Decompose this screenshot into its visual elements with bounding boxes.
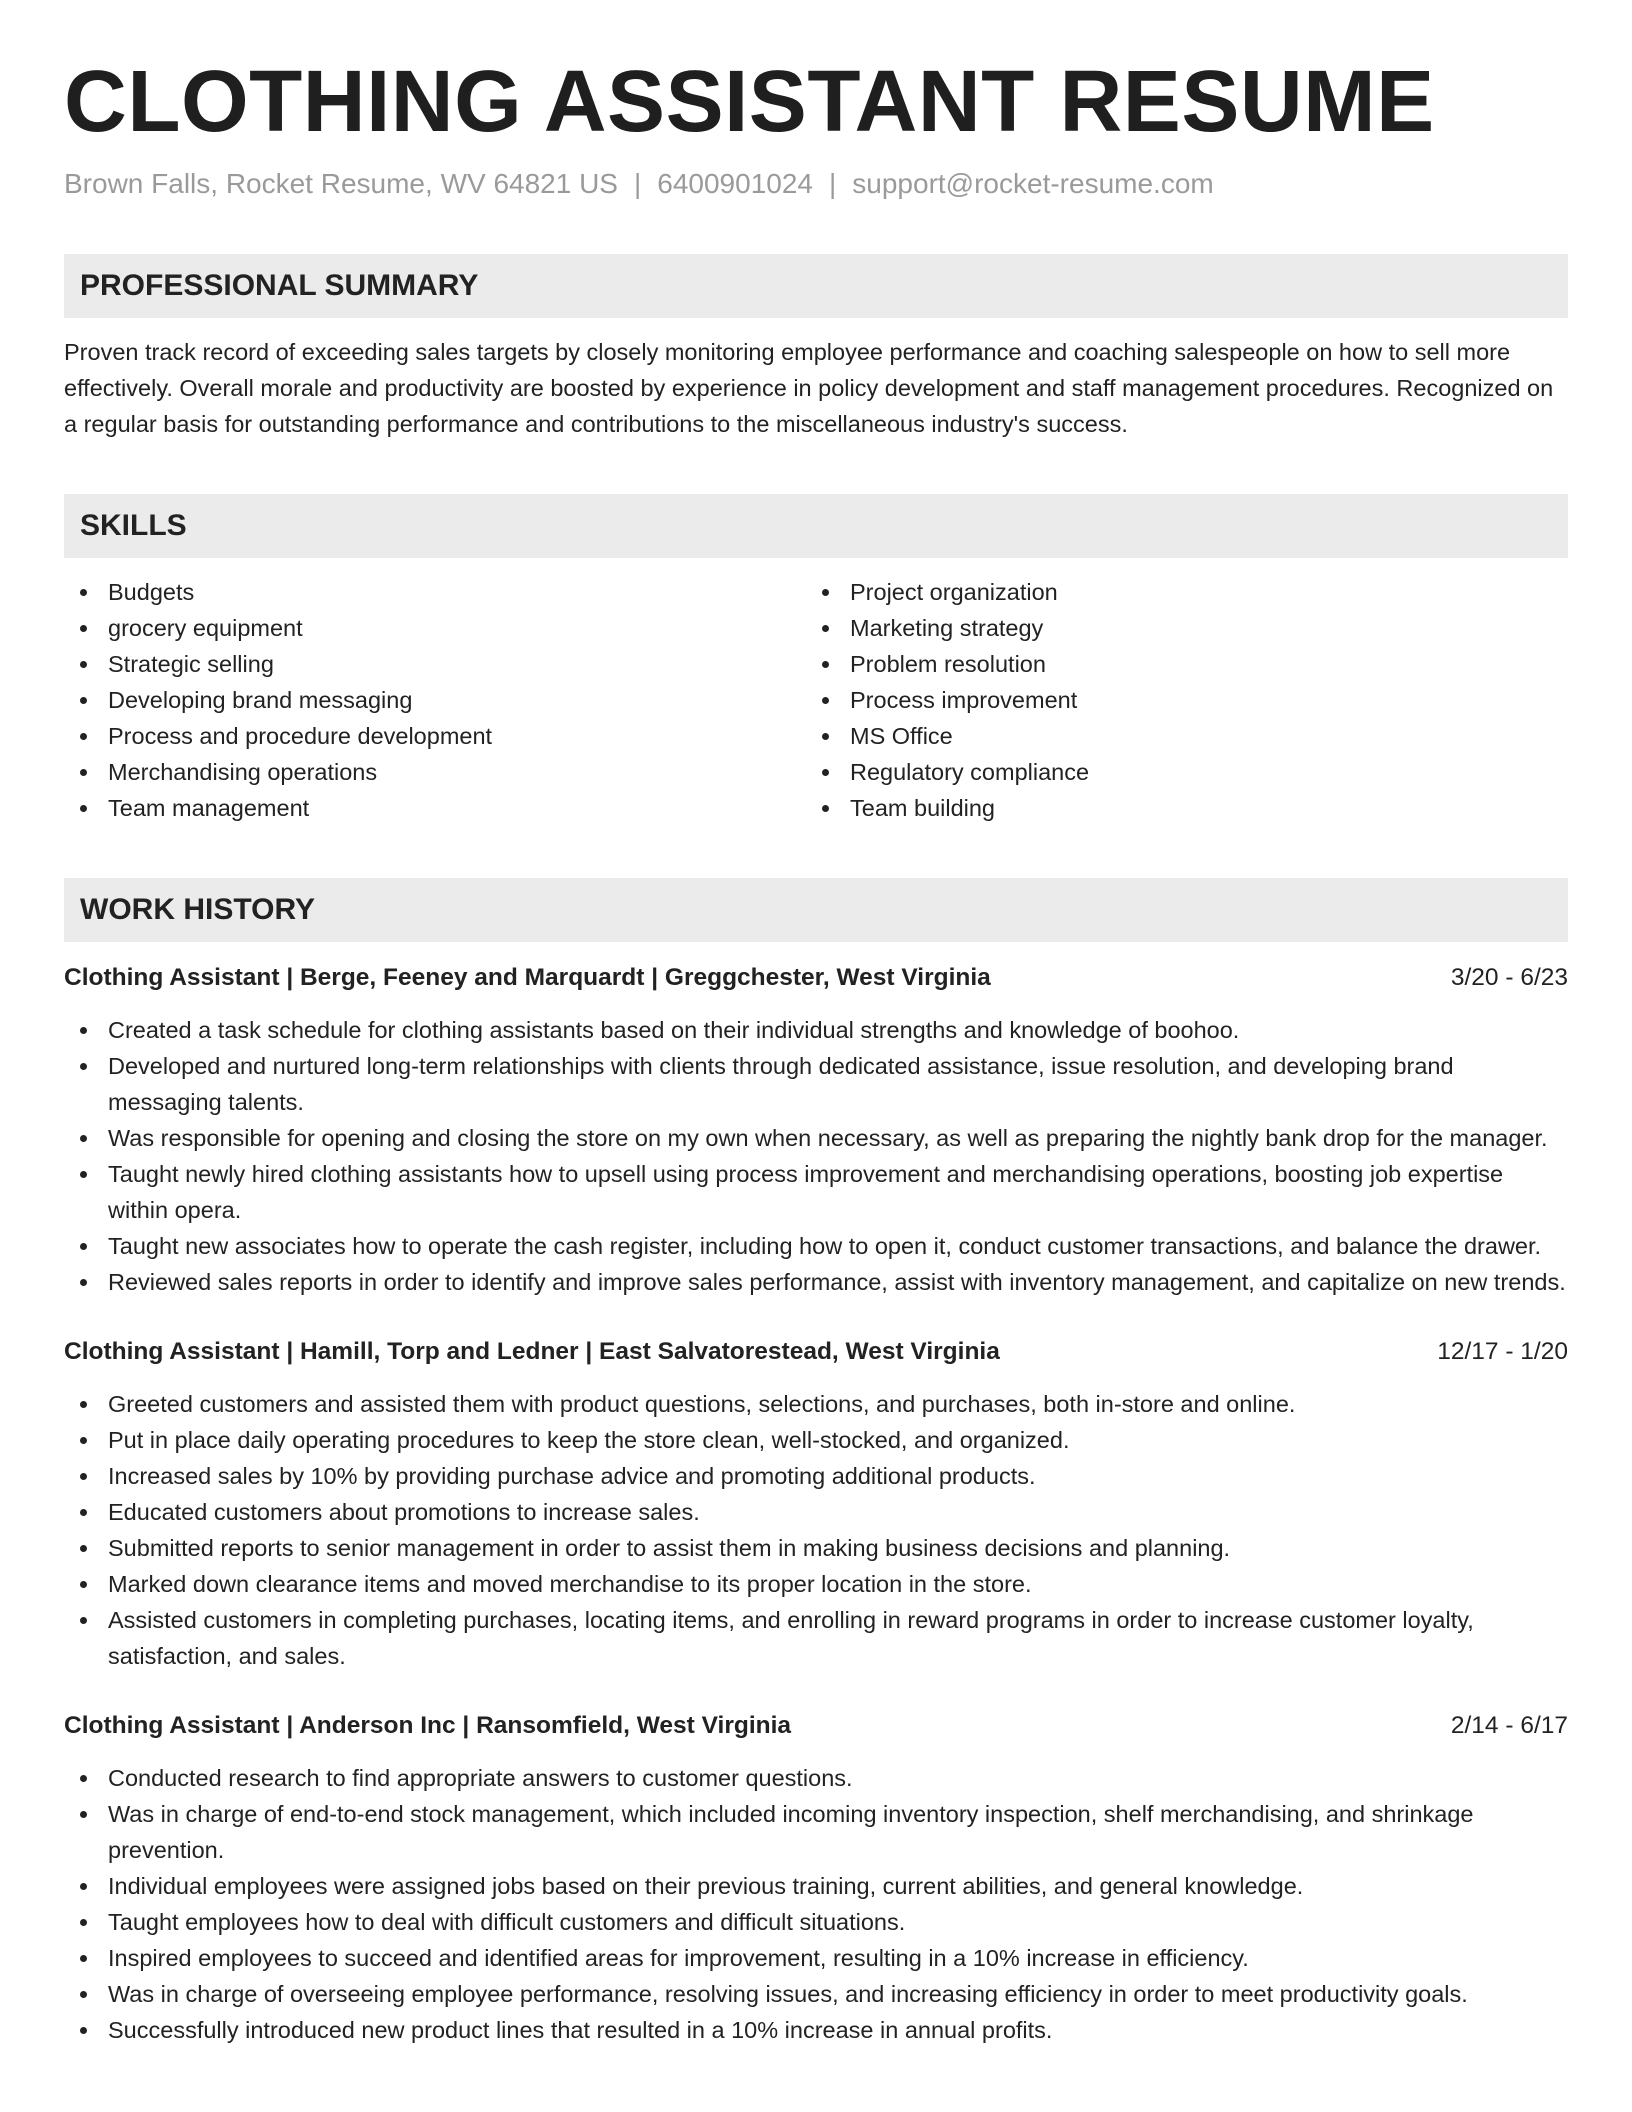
job-dates: 3/20 - 6/23 [1450, 964, 1568, 991]
summary-text: Proven track record of exceeding sales targets by closely monitoring employee performance and coaching salespeople on how to sell more effectively. Overall morale and productivity are boosted by experience in policy development and staff management procedures. Recognized on a regular basis for outstanding performance and contributions to the miscellaneous industry's success. [64, 339, 1554, 437]
skills-column-right [806, 574, 1548, 826]
job-bullet: Taught new associates how to operate the cash register, including how to open it, conduct customer transactions, and balance the drawer. [64, 1228, 1568, 1264]
skill-item: Process and procedure development [64, 718, 806, 754]
contact-phone: 6400901024 [657, 168, 813, 199]
contact-email: support@rocket-resume.com [852, 168, 1214, 199]
job-bullet: Inspired employees to succeed and identified areas for improvement, resulting in a 10% increase in efficiency. [64, 1940, 1568, 1976]
job-header [64, 1708, 1568, 1744]
job-entry [64, 960, 1568, 1300]
skills-list [64, 574, 1568, 826]
job-bullet: Increased sales by 10% by providing purchase advice and promoting additional products. [64, 1458, 1568, 1494]
job-dates: 2/14 - 6/17 [1450, 1712, 1568, 1739]
skill-item: Problem resolution [806, 646, 1548, 682]
skill-item: Team management [64, 790, 806, 826]
skill-item: grocery equipment [64, 610, 806, 646]
job-bullet: Taught newly hired clothing assistants how to upsell using process improvement and merchandising operations, boosting job expertise within opera. [64, 1156, 1568, 1228]
work-history-heading: WORK HISTORY [64, 878, 1568, 942]
contact-address: Brown Falls, Rocket Resume, WV 64821 US [64, 168, 618, 199]
job-bullet-list [64, 1760, 1568, 2048]
job-bullet: Developed and nurtured long-term relationships with clients through dedicated assistance, issue resolution, and developing brand messaging talents. [64, 1048, 1568, 1120]
skills-heading: SKILLS [64, 494, 1568, 558]
job-title: Clothing Assistant | Anderson Inc | Ransomfield, West Virginia [64, 1712, 792, 1739]
contact-separator: | [633, 168, 642, 199]
skills-column-left [64, 574, 806, 826]
job-entry [64, 1708, 1568, 2048]
work-history-list [64, 960, 1568, 2048]
resume-title: CLOTHING ASSISTANT RESUME [64, 53, 1435, 150]
contact-line [64, 166, 1568, 202]
job-bullet: Put in place daily operating procedures to keep the store clean, well-stocked, and organized. [64, 1422, 1568, 1458]
job-header [64, 960, 1568, 996]
job-title: Clothing Assistant | Hamill, Torp and Ledner | East Salvatorestead, West Virginia [64, 1338, 1000, 1365]
job-bullet: Was in charge of overseeing employee performance, resolving issues, and increasing efficiency in order to meet productivity goals. [64, 1976, 1568, 2012]
job-header [64, 1334, 1568, 1370]
job-bullet: Reviewed sales reports in order to identify and improve sales performance, assist with inventory management, and capitalize on new trends. [64, 1264, 1568, 1300]
skill-item: Developing brand messaging [64, 682, 806, 718]
job-bullet: Taught employees how to deal with difficult customers and difficult situations. [64, 1904, 1568, 1940]
job-bullet-list [64, 1386, 1568, 1674]
job-entry [64, 1334, 1568, 1674]
job-bullet: Greeted customers and assisted them with product questions, selections, and purchases, both in-store and online. [64, 1386, 1568, 1422]
skill-item: Marketing strategy [806, 610, 1548, 646]
skill-item: Regulatory compliance [806, 754, 1548, 790]
skill-item: Team building [806, 790, 1548, 826]
job-bullet: Successfully introduced new product lines that resulted in a 10% increase in annual profits. [64, 2012, 1568, 2048]
skill-item: Strategic selling [64, 646, 806, 682]
job-bullet: Created a task schedule for clothing assistants based on their individual strengths and knowledge of boohoo. [64, 1012, 1568, 1048]
job-dates: 12/17 - 1/20 [1437, 1338, 1568, 1365]
job-title: Clothing Assistant | Berge, Feeney and Marquardt | Greggchester, West Virginia [64, 964, 991, 991]
skill-item: Budgets [64, 574, 806, 610]
skill-item: Process improvement [806, 682, 1548, 718]
job-bullet: Educated customers about promotions to increase sales. [64, 1494, 1568, 1530]
job-bullet-list [64, 1012, 1568, 1300]
summary-heading: PROFESSIONAL SUMMARY [64, 254, 1568, 318]
job-bullet: Assisted customers in completing purchases, locating items, and enrolling in reward programs in order to increase customer loyalty, satisfaction, and sales. [64, 1602, 1568, 1674]
job-bullet: Submitted reports to senior management in order to assist them in making business decisions and planning. [64, 1530, 1568, 1566]
job-bullet: Was in charge of end-to-end stock management, which included incoming inventory inspection, shelf merchandising, and shrinkage prevention. [64, 1796, 1568, 1868]
skill-item: Merchandising operations [64, 754, 806, 790]
skill-item: Project organization [806, 574, 1548, 610]
skill-item: MS Office [806, 718, 1548, 754]
job-bullet: Individual employees were assigned jobs based on their previous training, current abilities, and general knowledge. [64, 1868, 1568, 1904]
job-bullet: Conducted research to find appropriate answers to customer questions. [64, 1760, 1568, 1796]
job-bullet: Marked down clearance items and moved merchandise to its proper location in the store. [64, 1566, 1568, 1602]
contact-separator: | [829, 168, 837, 199]
job-bullet: Was responsible for opening and closing the store on my own when necessary, as well as preparing the nightly bank drop for the manager. [64, 1120, 1568, 1156]
